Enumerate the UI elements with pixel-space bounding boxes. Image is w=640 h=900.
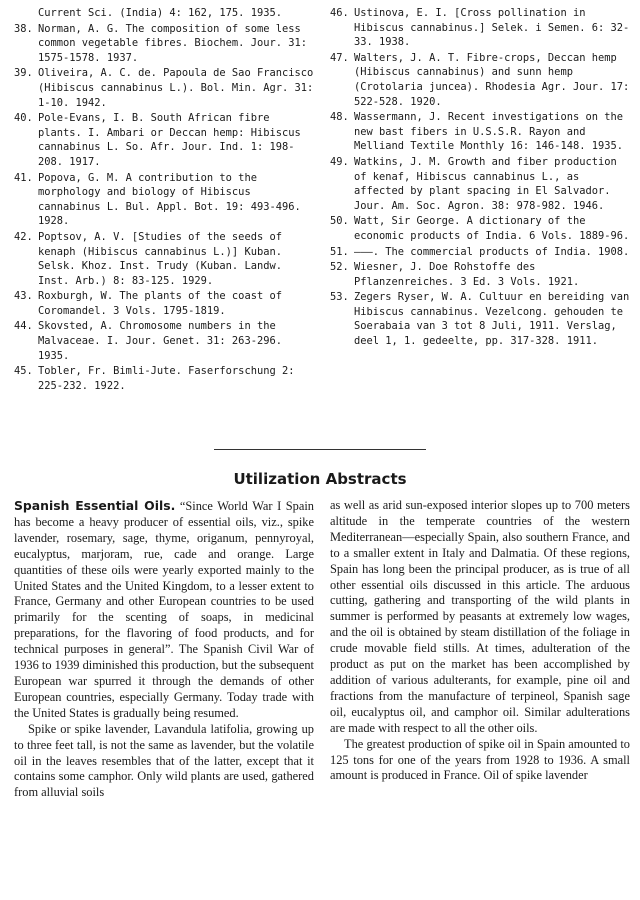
reference-number: 41. <box>14 171 33 184</box>
reference-entry <box>14 22 316 66</box>
reference-entry <box>14 289 316 318</box>
reference-entry <box>14 66 316 110</box>
reference-entry <box>14 319 316 363</box>
reference-text: Wiesner, J. Doe Rohstoffe des Pflanzenreiches. 3 Ed. 3 Vols. 1921. <box>354 261 580 288</box>
reference-text: Oliveira, A. C. de. Papoula de Sao Francisco (Hibiscus cannabinus L.). Bol. Min. Agr. 31: 1-10. 1942. <box>38 67 314 109</box>
reference-number: 44. <box>14 320 33 333</box>
article-column-left <box>14 498 314 801</box>
reference-entry <box>14 111 316 169</box>
reference-entry <box>330 245 632 260</box>
reference-entry <box>330 155 632 213</box>
reference-text: Current Sci. (India) 4: 162, 175. 1935. <box>38 7 282 19</box>
reference-entry <box>330 260 632 289</box>
article-heading: Spanish Essential Oils. <box>14 498 176 513</box>
reference-number: 40. <box>14 112 33 125</box>
reference-number: 45. <box>14 365 33 378</box>
reference-number: 46. <box>330 7 349 19</box>
reference-entry <box>330 6 632 50</box>
reference-number: 42. <box>14 230 33 243</box>
reference-column-right <box>330 6 632 350</box>
reference-entry <box>330 290 632 348</box>
reference-entry <box>14 230 316 288</box>
reference-entry <box>330 214 632 243</box>
reference-number: 43. <box>14 290 33 303</box>
reference-text: Watkins, J. M. Growth and fiber production of kenaf, Hibiscus cannabinus L., as affected by plant spacing in El Salvador. Jour. Am. Soc. Agron. 38: 978-982. 1946. <box>354 155 617 212</box>
reference-number: 47. <box>330 51 349 64</box>
article-paragraph <box>14 498 314 722</box>
reference-number: 52. <box>330 261 349 274</box>
reference-text: Poptsov, A. V. [Studies of the seeds of kenaph (Hibiscus cannabinus L.)] Kuban. Selsk. Khoz. Inst. Trudy (Kuban. Landw. Inst. Arb.) 8: 83-125. 1929. <box>38 230 282 287</box>
reference-entry <box>14 364 316 393</box>
article-column-right <box>330 498 630 784</box>
reference-number <box>14 6 38 21</box>
reference-text: Walters, J. A. T. Fibre-crops, Deccan hemp (Hibiscus cannabinus) and sunn hemp (Crotolaria juncea). Rhodesia Agr. Jour. 17: 522-528. 1920. <box>354 51 630 108</box>
reference-number: 39. <box>14 67 33 80</box>
reference-text: Wassermann, J. Recent investigations on the new bast fibers in U.S.S.R. Rayon and Melliand Textile Monthly 16: 146-148. 1935. <box>354 111 623 153</box>
article-paragraph: The greatest production of spike oil in Spain amounted to 125 tons for one of the years from 1928 to 1936. A small amount is produced in France. Oil of spike lavender <box>330 736 630 783</box>
article-paragraph: Spike or spike lavender, Lavandula latifolia, growing up to three feet tall, is not the same as lavender, but the volatile oil in the leaves resembles that of the latter, except that it contains some camphor. Only wild plants are used, gathered from alluvial soils <box>14 721 314 800</box>
reference-text: Tobler, Fr. Bimli-Jute. Faserforschung 2: 225-232. 1922. <box>38 365 295 392</box>
section-divider <box>214 449 426 450</box>
reference-number: 50. <box>330 215 349 228</box>
reference-text: Popova, G. M. A contribution to the morphology and biology of Hibiscus cannabinus L. Bul. Appl. Bot. 19: 493-496. 1928. <box>38 171 301 228</box>
reference-text: Skovsted, A. Chromosome numbers in the Malvaceae. I. Jour. Genet. 31: 263-296. 1935. <box>38 320 282 362</box>
reference-entry <box>14 6 316 21</box>
reference-number: 48. <box>330 111 349 124</box>
reference-entry <box>330 51 632 109</box>
reference-text: ———. The commercial products of India. 1908. <box>354 245 630 258</box>
reference-number: 38. <box>14 22 33 35</box>
article-text: “Since World War I Spain has become a heavy producer of essential oils, viz., spike lavender, rosemary, sage, thyme, origanum, pennyroyal, eucalyptus, marjoram, rue, cade and orange. Large quantities of these oils were yearly exported mainly to the United States and the United Kingdom, to a lesser extent to France, Germany and other European countries to be used primarily for the scenting of soaps, in medicinal preparations, for the flavoring of food products, and for technical purposes in general”. The Spanish Civil War of 1936 to 1939 diminished this production, but the subsequent European war spurred it through the demands of other European countries, especially Germany. Today trade with the United States is gradually being resumed. <box>14 499 314 720</box>
reference-text: Zegers Ryser, W. A. Cultuur en bereiding van Hibiscus cannabinus. Vezelcong. gehouden te Soerabaia van 3 tot 8 Juli, 1911. Verslag, deel 1, 1. gedeelte, pp. 317-328. 1911. <box>354 291 630 348</box>
reference-number: 49. <box>330 155 349 168</box>
reference-entry <box>330 110 632 154</box>
section-title: Utilization Abstracts <box>233 470 407 488</box>
article-paragraph: as well as arid sun-exposed interior slopes up to 700 meters altitude in the temperate countries of the western Mediterranean—especially Spain, also southern France, and to a smaller extent in Italy and Dalmatia. Of these regions, Spain has long been the principal producer, as is true of all other essential oils discussed in this article. The arduous cutting, gathering and transporting of the wild plants in summer is performed by peasants at extremely low wages, and the oil is obtained by steam distillation of the foliage in crude movable field stills. At times, adulteration of the product as put on the market has been accomplished by addition of various adulterants, for example, pine oil and fractions from the manufacture of terpineol, Spanish sage oil, eucalyptus oil, and camphor oil. Similar adulterations are made with respect to all the other oils. <box>330 498 630 735</box>
reference-text: Ustinova, E. I. [Cross pollination in Hibiscus cannabinus.] Selek. i Semen. 6: 32-33. 1938. <box>354 7 630 49</box>
reference-column-left <box>14 6 316 394</box>
reference-text: Roxburgh, W. The plants of the coast of Coromandel. 3 Vols. 1795-1819. <box>38 290 282 317</box>
reference-number: 53. <box>330 291 349 304</box>
reference-text: Pole-Evans, I. B. South African fibre plants. I. Ambari or Deccan hemp: Hibiscus cannabinus L. So. Afr. Jour. Ind. 1: 198-208. 1917. <box>38 112 301 168</box>
reference-text: Norman, A. G. The composition of some less common vegetable fibres. Biochem. Jour. 31: 1575-1578. 1937. <box>38 22 307 64</box>
reference-number: 51. <box>330 245 349 258</box>
reference-entry <box>14 171 316 229</box>
reference-text: Watt, Sir George. A dictionary of the economic products of India. 6 Vols. 1889-96. <box>354 215 630 242</box>
